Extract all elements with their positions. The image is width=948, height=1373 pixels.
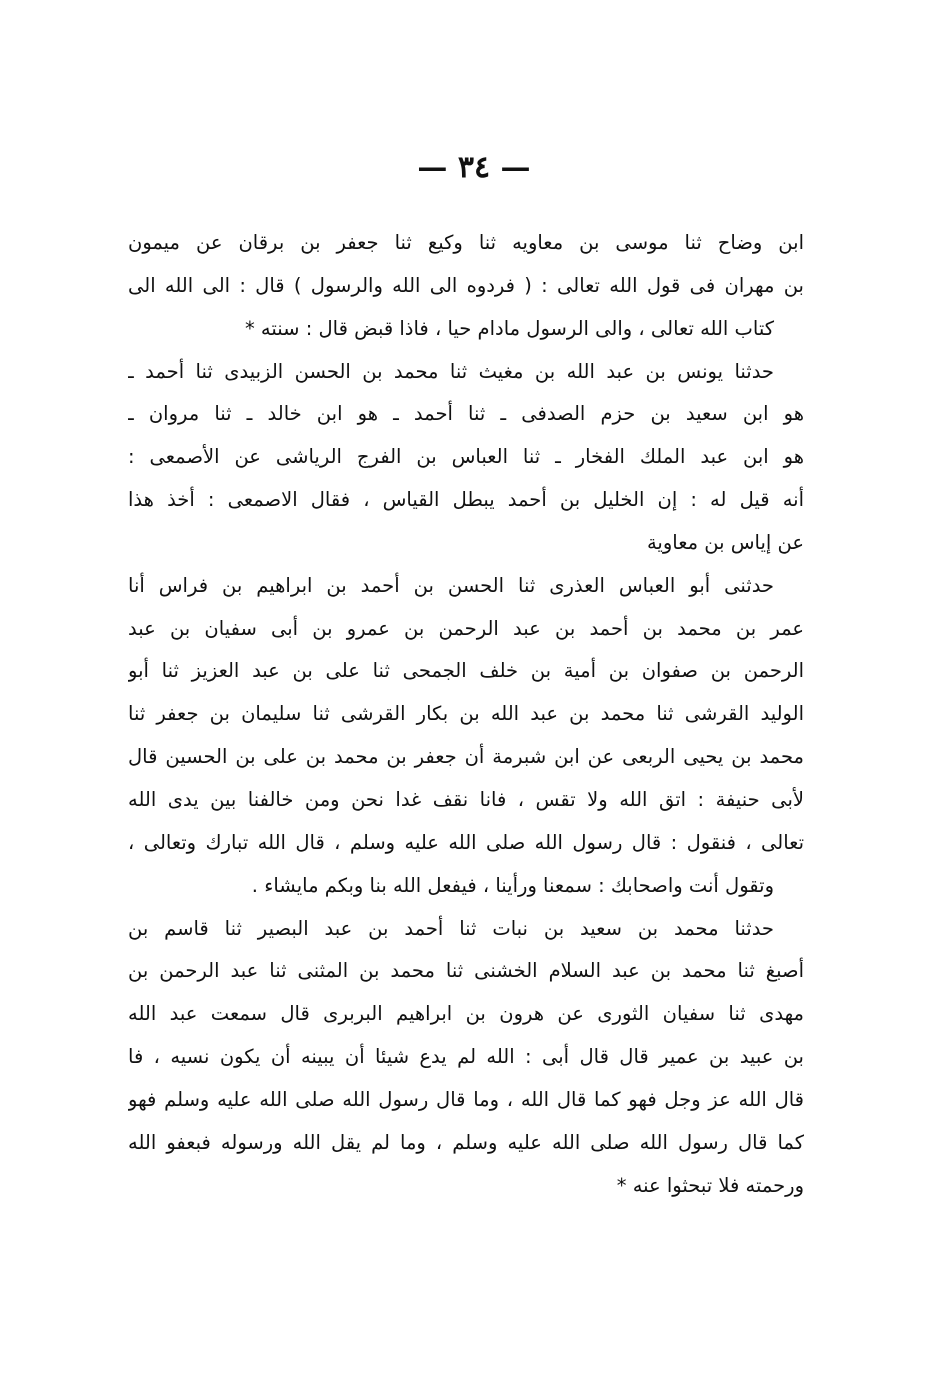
text-line: هو ابن سعيد بن حزم الصدفى ـ ثنا أحمد ـ هو ابن خالد ـ ثنا مروان ـ bbox=[128, 402, 804, 426]
text-line: حدثنا محمد بن سعيد بن نبات ثنا أحمد بن عبد البصير ثنا قاسم بن bbox=[128, 916, 774, 940]
text-line: قال الله عز وجل فهو كما قال الله ، وما قال رسول الله صلى الله عليه وسلم فهو bbox=[128, 1087, 804, 1111]
text-line: تعالى ، فنقول : قال رسول الله صلى الله عليه وسلم ، قال الله تبارك وتعالى ، bbox=[128, 830, 804, 854]
body-text bbox=[128, 222, 804, 1207]
text-line: عن إياس بن معاوية bbox=[646, 530, 804, 554]
text-line: بن عبيد بن عمير قال قال أبى : الله لم يدع شيئا أن يبينه أن يكون نسيه ، فا bbox=[128, 1045, 804, 1069]
text-line: كما قال رسول الله صلى الله عليه وسلم ، وما لم يقل الله ورسوله فبعفو الله bbox=[128, 1130, 804, 1154]
text-line: عمر بن محمد بن أحمد بن عبد الرحمن بن عمرو بن أبى سفيان بن عبد bbox=[128, 616, 804, 640]
page-number: — ٣٤ — bbox=[417, 150, 531, 185]
text-line: هو ابن عبد الملك الفخار ـ ثنا العباس بن الفرج الرياشى عن الأصمعى : bbox=[128, 445, 804, 469]
text-line: الرحمن بن صفوان بن أمية بن خلف الجمحى ثنا على بن عبد العزيز ثنا أبو bbox=[128, 659, 804, 683]
text-line: ابن وضاح ثنا موسى بن معاويه ثنا وكيع ثنا جعفر بن برقان عن ميمون bbox=[128, 231, 804, 254]
text-line: محمد بن يحيى الربعى عن ابن شبرمة أن جعفر بن محمد بن على بن الحسين قال bbox=[128, 745, 804, 769]
text-line: بن مهران فى قول الله تعالى : ( فردوه الى الله والرسول ) قال : الى الله الى bbox=[128, 273, 804, 297]
text-line: حدثنا يونس بن عبد الله بن مغيث ثنا محمد بن الحسن الزبيدى ثنا أحمد ـ bbox=[128, 359, 774, 383]
text-line: حدثنى أبو العباس العذرى ثنا الحسن بن أحمد بن ابراهيم بن فراس أنا bbox=[128, 573, 774, 597]
text-line: مهدى ثنا سفيان الثورى عن هرون بن ابراهيم البربرى قال سمعت عبد الله bbox=[128, 1002, 804, 1026]
text-line: ورحمته فلا تبحثوا عنه * bbox=[616, 1173, 804, 1197]
text-line: كتاب الله تعالى ، والى الرسول مادام حيا ، فاذا قبض قال : سنته * bbox=[244, 316, 774, 340]
text-line: وتقول أنت واصحابك : سمعنا ورأينا ، فيفعل الله بنا وبكم مايشاء . bbox=[251, 873, 774, 897]
text-line: لأبى حنيفة : اتق الله ولا تقس ، فانا نقف غدا نحن ومن خالفنا بين يدى الله bbox=[128, 787, 804, 811]
text-line: أصبغ ثنا محمد بن عبد السلام الخشنى ثنا محمد بن المثنى ثنا عبد الرحمن بن bbox=[128, 959, 804, 983]
text-line: الوليد القرشى ثنا محمد بن عبد الله بن بكار القرشى ثنا سليمان بن جعفر ثنا bbox=[128, 702, 804, 726]
text-line: أنه قيل له : إن الخليل بن أحمد يبطل القياس ، فقال الاصمعى : أخذ هذا bbox=[128, 488, 804, 512]
